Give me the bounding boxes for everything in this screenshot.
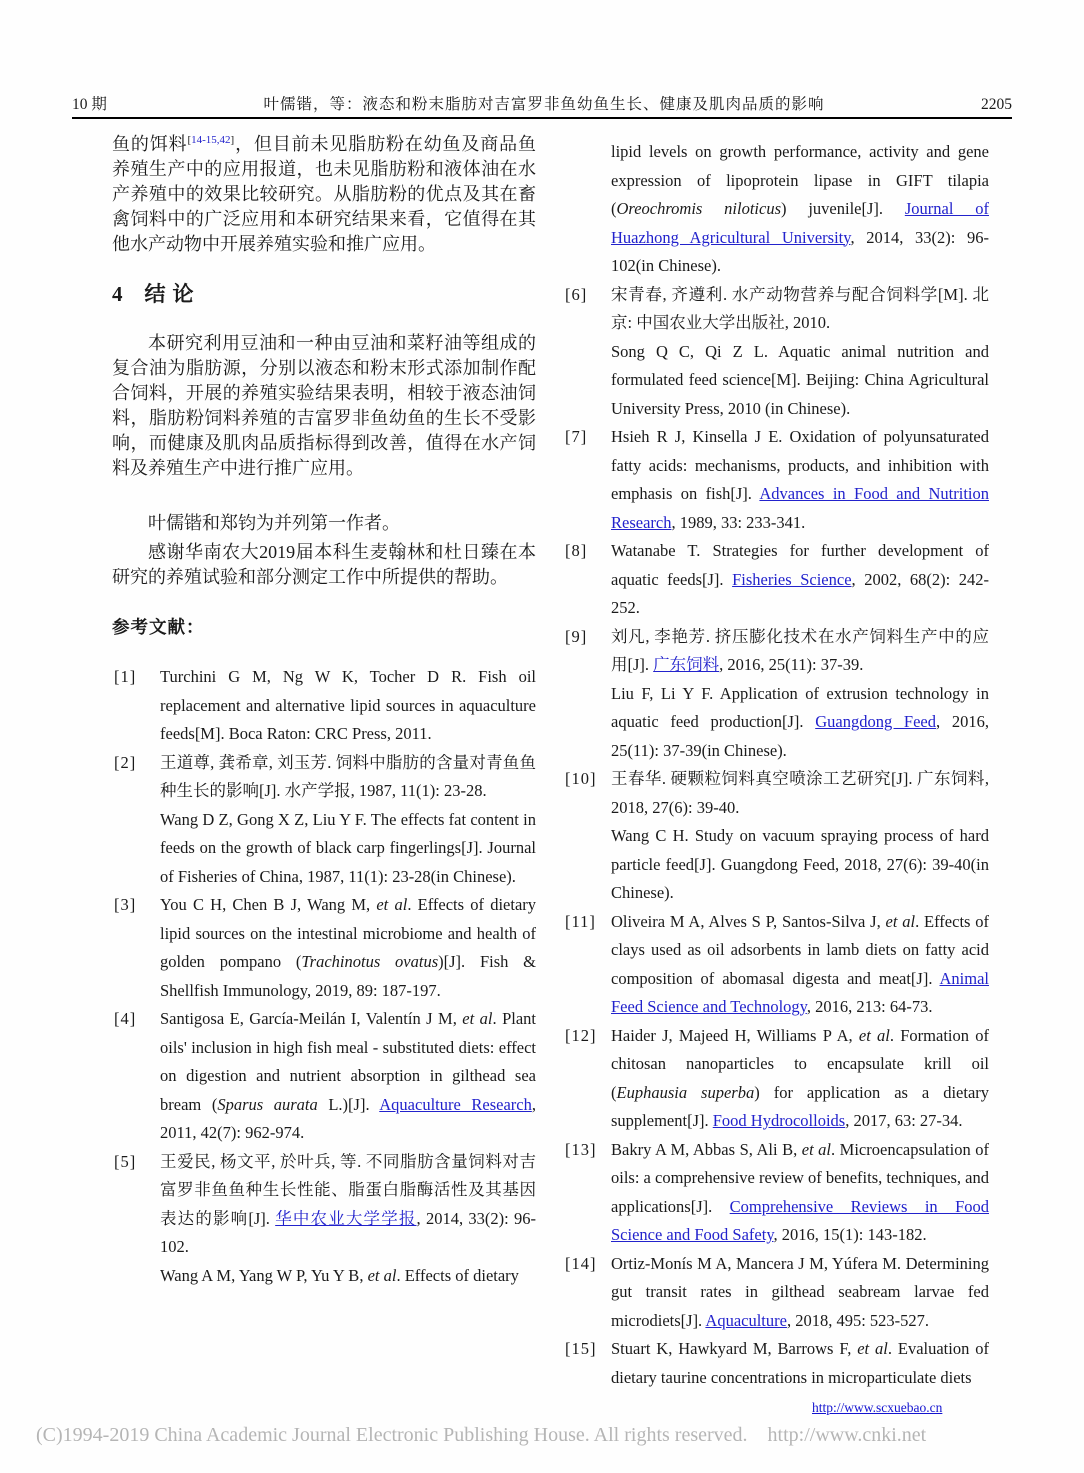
reference-number: [6] — [565, 284, 588, 304]
reference-number: [13] — [565, 1139, 597, 1159]
reference-text: 刘凡, 李艳芳. 挤压膨化技术在水产饲料生产中的应用[J]. — [611, 626, 989, 674]
reference-text: Santigosa E, García-Meilán I, Valentín J M, — [160, 1009, 463, 1028]
reference-text: )[J]. Fish & Shellfish Immunology, 2019, 89: 187-197. — [160, 952, 537, 1000]
reference-text: , 2018, 495: 523-527. — [786, 1310, 930, 1330]
header-rule — [72, 117, 1012, 119]
issue-label: 10 期 — [72, 96, 107, 113]
acknowledgement-note: 感谢华南农大2019届本科生麦翰林和杜日臻在本研究的养殖试验和部分测定工作中所提供的帮助。 — [112, 542, 536, 587]
reference-number: [5] — [114, 1151, 137, 1171]
reference-item — [112, 663, 536, 749]
reference-text: . Evaluation of dietary taurine concentrations in microparticulate diets — [611, 1339, 989, 1387]
reference-text: Watanabe T. Strategies for further development of aquatic feeds[J]. — [611, 541, 989, 589]
reference-item — [112, 749, 536, 806]
cnki-copyright-line: (C)1994-2019 China Academic Journal Electronic Publishing House. All rights reserved. http://www.cnki.net — [36, 1424, 927, 1446]
reference-continuation — [563, 338, 989, 424]
reference-item — [112, 1148, 536, 1262]
reference-text: . Effects of dietary — [396, 1265, 519, 1285]
reference-text: Oliveira M A, Alves S P, Santos-Silva J, — [611, 911, 886, 931]
reference-item — [563, 281, 989, 338]
reference-item — [563, 908, 989, 1022]
reference-text: 王道尊, 龚希章, 刘玉芳. 饲料中脂肪的含量对青鱼鱼种生长的影响[J]. 水产学报, 1987, 11(1): 23-28. — [160, 752, 536, 800]
reference-item — [563, 623, 989, 680]
reference-text: . Plant oils' inclusion in high fish meal - substituted diets: effect on digestion and nutrient absorption in gilthead sea bream ( — [160, 1009, 537, 1114]
section-title: 结论 — [144, 282, 201, 306]
reference-number: [14] — [565, 1253, 597, 1273]
reference-text: 王爱民, 杨文平, 於叶兵, 等. 不同脂肪含量饲料对吉富罗非鱼鱼种生长性能、脂蛋白脂酶活性及其基因表达的影响[J]. — [160, 1151, 536, 1228]
reference-text: Hsieh R J, Kinsella J E. Oxidation of polyunsaturated fatty acids: mechanisms, products, and inhibition with emphasis on fish[J]. — [611, 427, 989, 503]
reference-text: . Formation of chitosan nanoparticles to encapsulate krill oil ( — [611, 1025, 989, 1102]
reference-item — [563, 1250, 989, 1336]
intro-paragraph — [112, 132, 536, 257]
reference-text: , 2016, 213: 64-73. — [806, 997, 933, 1016]
italic-text: Oreochromis niloticus — [616, 199, 782, 218]
reference-text: You C H, Chen B J, Wang M, — [160, 895, 377, 914]
reference-item — [563, 537, 989, 623]
journal-link[interactable]: Guangdong Feed — [815, 712, 937, 731]
journal-link[interactable]: Comprehensive Reviews in Food Science and Food Safety — [611, 1196, 989, 1244]
reference-text: Bakry A M, Abbas S, Ali B, — [611, 1139, 802, 1159]
citation-superscript — [187, 134, 234, 146]
italic-text: et al — [857, 1339, 888, 1358]
reference-continuation — [563, 680, 989, 766]
journal-link[interactable]: Advances in Food and Nutrition Research — [611, 484, 989, 532]
intro-text-rest: ，但目前未见脂肪粉在幼鱼及商品鱼养殖生产中的应用报道，也未见脂肪粉和液体油在水产养殖中的效果比较研究。从脂肪粉的优点及其在畜禽饲料中的广泛应用和本研究结果来看，它值得在其他水产动物中开展养殖实验和推广应用。 — [112, 134, 537, 254]
italic-text: Euphausia superba — [616, 1082, 755, 1102]
reference-text: ) juvenile[J]. — [781, 199, 905, 218]
reference-text: Haider J, Majeed H, Williams P A, — [611, 1025, 859, 1045]
left-column — [112, 132, 536, 1290]
reference-text: , 2016, 25(11): 37-39. — [719, 655, 864, 674]
co-first-author-note: 叶儒锴和郑钧为并列第一作者。 — [148, 513, 400, 533]
italic-text: et al — [885, 911, 916, 931]
journal-link[interactable]: 广东饲料 — [653, 655, 720, 674]
scxuebao-url-link[interactable]: http://www.scxuebao.cn — [812, 1400, 943, 1415]
reference-text: Wang D Z, Gong X Z, Liu Y F. The effects fat content in feeds on the growth of black carp fingerlings[J]. Journal of Fisheries of China, 1987, 11(1): 23-28(in Chinese). — [160, 809, 536, 886]
reference-text: 王春华. 硬颗粒饲料真空喷涂工艺研究[J]. 广东饲料, 2018, 27(6): 39-40. — [611, 769, 989, 817]
reference-text: ) for application as a dietary supplement[J]. — [611, 1082, 990, 1130]
reference-number: [7] — [565, 427, 588, 446]
reference-text: , 2011, 42(7): 962-974. — [160, 1094, 536, 1142]
reference-text: Wang A M, Yang W P, Yu Y B, — [160, 1265, 368, 1285]
reference-number: [10] — [565, 769, 597, 788]
reference-text: , 2014, 33(2): 96-102. — [160, 1208, 536, 1256]
journal-link[interactable]: Aquaculture Research — [379, 1094, 532, 1114]
reference-text: Song Q C, Qi Z L. Aquatic animal nutrition and formulated feed science[M]. Beijing: China Agricultural University Press, 2010 (in Chinese). — [611, 341, 989, 418]
reference-text: , 2002, 68(2): 242-252. — [611, 569, 989, 617]
journal-link[interactable]: Fisheries Science — [732, 569, 852, 589]
reference-text: Wang C H. Study on vacuum spraying process of hard particle feed[J]. Guangdong Feed, 2018, 27(6): 39-40(in Chinese). — [611, 826, 989, 902]
reference-text: L.)[J]. — [317, 1094, 380, 1114]
page-header — [72, 92, 1012, 114]
reference-list-right — [563, 138, 989, 1392]
reference-text: Ortiz-Monís M A, Mancera J M, Yúfera M. Determining gut transit rates in gilthead seabream larvae fed microdiets[J]. — [611, 1253, 989, 1330]
citation-numbers-link[interactable]: 14-15,42 — [191, 134, 231, 146]
section-number: 4 — [112, 282, 123, 306]
reference-text: . Effects of clays used as oil adsorbents in lamb diets on fatty acid composition of abomasal digesta and meat[J]. — [611, 911, 990, 988]
italic-text: et al — [858, 1025, 890, 1045]
citation-bracket-close: ] — [230, 134, 235, 146]
italic-text: et al — [367, 1265, 397, 1285]
reference-item — [112, 891, 536, 1005]
running-title: 叶儒锴，等：液态和粉末脂肪对吉富罗非鱼幼鱼生长、健康及肌肉品质的影响 — [263, 96, 825, 113]
reference-text: 宋青春, 齐遵利. 水产动物营养与配合饲料学[M]. 北京: 中国农业大学出版社, 2010. — [611, 284, 989, 332]
conclusion-paragraph: 本研究利用豆油和一种由豆油和菜籽油等组成的复合油为脂肪源，分别以液态和粉末形式添加制作配合饲料，开展的养殖实验结果表明，相较于液态油饲料，脂肪粉饲料养殖的吉富罗非鱼幼鱼的生长不受影响，而健康及肌肉品质指标得到改善，值得在水产饲料及养殖生产中进行推广应用。 — [112, 333, 536, 478]
reference-item — [563, 765, 989, 822]
reference-item — [563, 1335, 989, 1392]
references-heading: 参考文献： — [112, 617, 205, 637]
reference-number: [2] — [114, 752, 137, 772]
reference-continuation — [563, 138, 989, 281]
reference-item — [563, 1022, 989, 1136]
reference-text: , 2016, 15(1): 143-182. — [773, 1225, 927, 1244]
reference-text: , 2017, 63: 27-34. — [845, 1111, 963, 1130]
journal-link[interactable]: Aquaculture — [705, 1310, 787, 1330]
reference-item — [563, 423, 989, 537]
reference-text: , 2014, 33(2): 96-102(in Chinese). — [611, 227, 989, 275]
reference-number: [11] — [565, 911, 596, 931]
journal-link[interactable]: Animal Feed Science and Technology — [611, 968, 989, 1016]
citation-bracket-open: [ — [187, 134, 192, 146]
reference-text: Turchini G M, Ng W K, Tocher D R. Fish oil replacement and alternative lipid sources in aquaculture feeds[M]. Boca Raton: CRC Press, 2011. — [160, 667, 536, 743]
reference-number: [15] — [565, 1339, 597, 1358]
reference-continuation — [563, 822, 989, 908]
italic-text: et al — [801, 1139, 832, 1159]
italic-text: et al — [462, 1009, 493, 1028]
reference-text: , 1989, 33: 233-341. — [671, 512, 806, 532]
journal-link[interactable]: Food Hydrocolloids — [712, 1111, 846, 1130]
reference-continuation — [112, 806, 536, 892]
reference-number: [8] — [565, 541, 588, 560]
page-number: 2205 — [981, 96, 1012, 113]
italic-text: Trachinotus ovatus — [301, 952, 439, 971]
reference-item — [112, 1005, 536, 1148]
intro-text-pre: 鱼的饵料 — [112, 134, 188, 154]
italic-text: et al — [376, 895, 408, 914]
reference-list-left — [112, 663, 536, 1290]
reference-text: Stuart K, Hawkyard M, Barrows F, — [611, 1339, 858, 1358]
reference-text: Liu F, Li Y F. Application of extrusion technology in aquatic feed production[J]. — [611, 683, 989, 731]
italic-text: Sparus aurata — [217, 1094, 318, 1114]
reference-number: [1] — [114, 667, 137, 686]
journal-link[interactable]: Journal of Huazhong Agricultural University — [611, 199, 989, 247]
reference-number: [4] — [114, 1009, 137, 1028]
journal-link[interactable]: 华中农业大学学报 — [275, 1208, 417, 1228]
reference-text: , 2016, 25(11): 37-39(in Chinese). — [611, 712, 989, 760]
reference-text: . Effects of dietary lipid sources on the intestinal microbiome and health of golden pompano ( — [160, 895, 537, 971]
reference-number: [3] — [114, 895, 137, 914]
reference-continuation — [112, 1262, 536, 1291]
section-heading-conclusion — [112, 281, 536, 307]
reference-number: [12] — [565, 1025, 597, 1045]
reference-text: lipid levels on growth performance, activity and gene expression of lipoprotein lipase in GIFT tilapia ( — [611, 142, 989, 218]
reference-item — [563, 1136, 989, 1250]
reference-text: . Microencapsulation of oils: a comprehensive review of benefits, techniques, and applications[J]. — [611, 1139, 990, 1216]
right-column — [563, 138, 989, 1392]
reference-number: [9] — [565, 626, 588, 646]
